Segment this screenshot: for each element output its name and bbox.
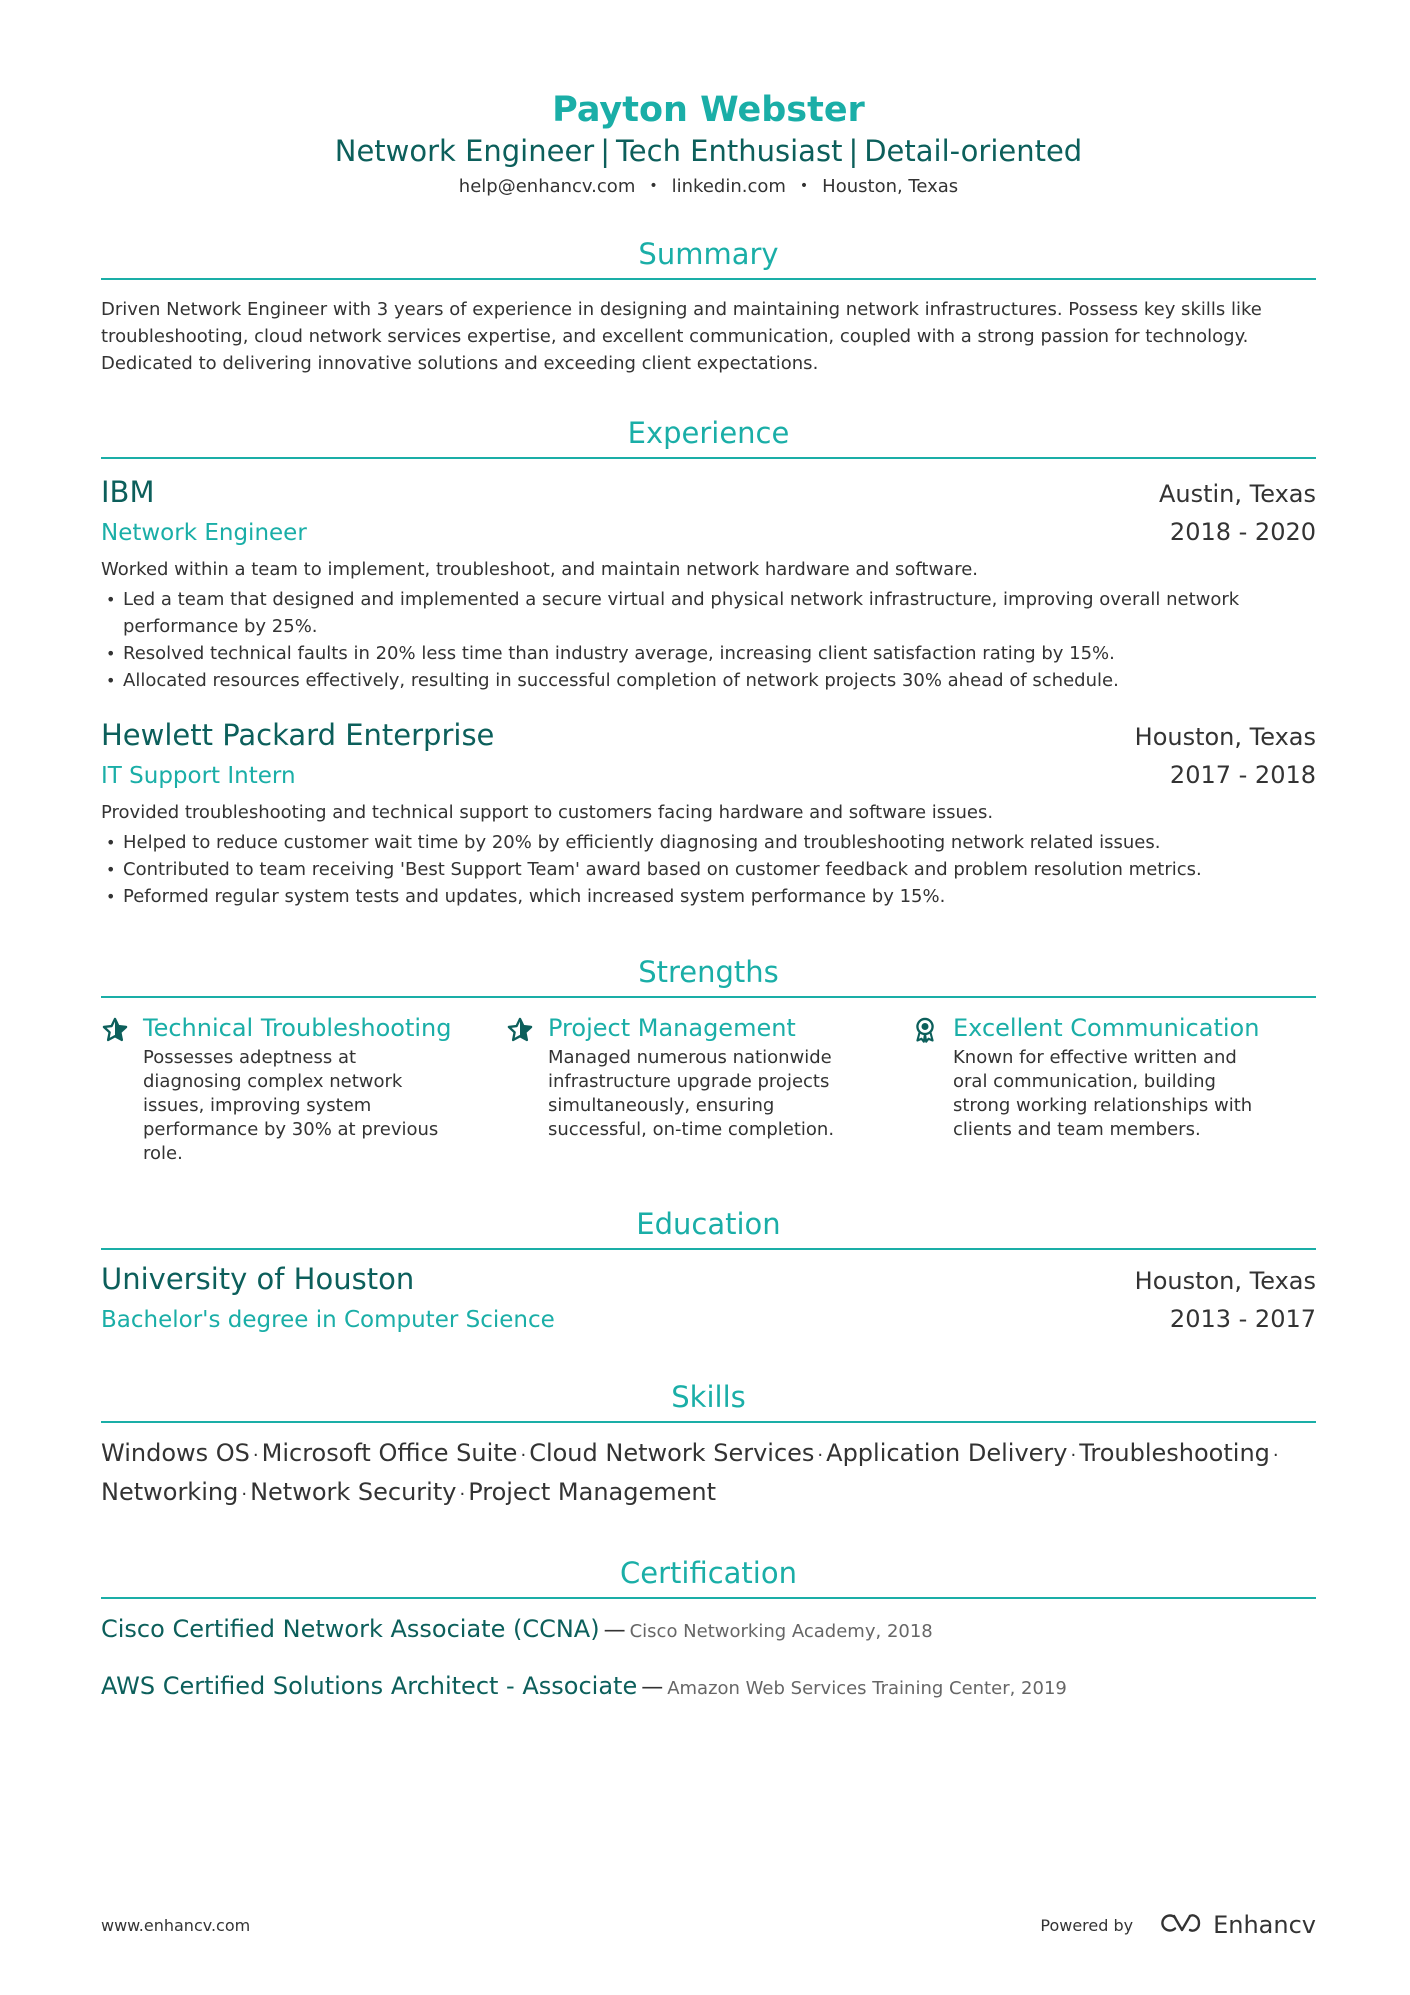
- job-title: IT Support Intern: [101, 763, 296, 789]
- education-section: [101, 1206, 1316, 1339]
- summary-text: Driven Network Engineer with 3 years of experience in designing and maintaining network infrastructures. Possess key skills like troubleshooting, cloud network services expertise, and excellent communication, coupled with a strong passion for technology. Dedicated to delivering innovative solutions and exceeding client expectations.: [101, 299, 1262, 374]
- strength-text: Managed numerous nationwide infrastructure upgrade projects simultaneously, ensuring successful, on-time completion.: [548, 1047, 835, 1140]
- achievement-item: • Contributed to team receiving 'Best Support Team' award based on customer feedback and problem resolution metrics.: [101, 856, 1316, 883]
- strength-body: [143, 1012, 453, 1166]
- certification-org: Amazon Web Services Training Center, 2019: [667, 1678, 1067, 1699]
- brand-name[interactable]: Enhancv: [1213, 1911, 1316, 1939]
- skills-list: [101, 1435, 1316, 1513]
- tagline-item: Detail-oriented: [864, 134, 1083, 168]
- company-name: Hewlett Packard Enterprise: [101, 718, 495, 752]
- company-name: IBM: [101, 475, 155, 509]
- experience-entry: [101, 473, 1316, 694]
- school-name: University of Houston: [101, 1262, 415, 1296]
- skill-separator: ·: [241, 1484, 248, 1505]
- entry-role-row: [101, 756, 1316, 795]
- section-title: Education: [101, 1206, 1316, 1250]
- section-title: Experience: [101, 415, 1316, 459]
- skill-item: Network Security: [250, 1478, 457, 1506]
- resume-header: [101, 0, 1316, 200]
- job-title: Network Engineer: [101, 520, 307, 546]
- powered-by-label: Powered by: [1040, 1915, 1134, 1935]
- certification-dash: —: [603, 1618, 626, 1643]
- strengths-grid: [101, 1012, 1316, 1166]
- strength-item: [506, 1012, 911, 1166]
- skill-separator: ·: [459, 1484, 466, 1505]
- tagline-item: Tech Enthusiast: [616, 134, 843, 168]
- summary-section: [101, 236, 1316, 377]
- tagline-item: Network Engineer: [334, 134, 595, 168]
- footer-website-link[interactable]: www.enhancv.com: [101, 1915, 251, 1935]
- candidate-name: Payton Webster: [552, 90, 865, 130]
- tagline-separator: |: [848, 134, 859, 168]
- entry-header-row: [101, 716, 1316, 756]
- tagline: [101, 131, 1316, 171]
- entry-dates: 2017 - 2018: [1169, 761, 1316, 789]
- achievement-item: • Resolved technical faults in 20% less time than industry average, increasing client satisfaction rating by 15%.: [101, 640, 1316, 667]
- entry-header-row: [101, 473, 1316, 513]
- certification-section: [101, 1555, 1316, 1709]
- entry-dates: 2013 - 2017: [1169, 1305, 1316, 1333]
- skills-section: [101, 1379, 1316, 1513]
- certification-name: AWS Certified Solutions Architect - Associate: [101, 1672, 638, 1700]
- education-entry: [101, 1260, 1316, 1339]
- achievement-item: • Peformed regular system tests and updates, which increased system performance by 15%.: [101, 883, 1316, 910]
- entry-role-row: [101, 1300, 1316, 1339]
- enhancv-logo-icon: [1159, 1911, 1205, 1939]
- section-title: Summary: [101, 236, 1316, 280]
- linkedin-link[interactable]: linkedin.com: [671, 176, 786, 197]
- achievement-item: • Helped to reduce customer wait time by 20% by efficiently diagnosing and troubleshooting network related issues.: [101, 829, 1316, 856]
- section-title: Strengths: [101, 954, 1316, 998]
- skill-separator: ·: [252, 1445, 259, 1466]
- star-icon: [506, 1012, 548, 1166]
- achievement-item: • Allocated resources effectively, resulting in successful completion of network projects 30% ahead of schedule.: [101, 667, 1316, 694]
- entry-location: Houston, Texas: [1134, 1267, 1316, 1295]
- footer-branding: [1040, 1911, 1316, 1939]
- skill-separator: ·: [1272, 1445, 1279, 1466]
- tagline-separator: |: [600, 134, 611, 168]
- strength-title: Project Management: [548, 1014, 796, 1042]
- contact-separator: •: [649, 178, 658, 194]
- skill-item: Windows OS: [101, 1439, 250, 1467]
- skill-item: Microsoft Office Suite: [261, 1439, 518, 1467]
- certification-item: [101, 1609, 1316, 1652]
- skill-separator: ·: [1070, 1445, 1077, 1466]
- resume-page: [101, 0, 1316, 1995]
- certification-dash: —: [641, 1675, 664, 1700]
- experience-entry: [101, 716, 1316, 910]
- award-icon: [911, 1012, 953, 1166]
- strength-item: [101, 1012, 506, 1166]
- contact-separator: •: [799, 178, 809, 194]
- strength-body: [548, 1012, 858, 1166]
- strength-title: Technical Troubleshooting: [143, 1014, 452, 1042]
- achievement-list: [101, 586, 1316, 694]
- skill-separator: ·: [817, 1445, 824, 1466]
- entry-header-row: [101, 1260, 1316, 1300]
- skill-item: Troubleshooting: [1079, 1439, 1270, 1467]
- achievement-item: • Led a team that designed and implemented a secure virtual and physical network infrastructure, improving overall network performance by 25%.: [101, 586, 1316, 640]
- entry-location: Austin, Texas: [1158, 480, 1316, 508]
- strength-item: [911, 1012, 1316, 1166]
- skill-item: Networking: [101, 1478, 239, 1506]
- certification-name: Cisco Certified Network Associate (CCNA): [101, 1615, 600, 1643]
- achievement-list: [101, 829, 1316, 910]
- page-footer: [101, 1905, 1316, 1945]
- skill-item: Cloud Network Services: [529, 1439, 815, 1467]
- degree-name: Bachelor's degree in Computer Science: [101, 1307, 555, 1333]
- section-title: Skills: [101, 1379, 1316, 1423]
- strength-title: Excellent Communication: [953, 1014, 1260, 1042]
- strength-text: Known for effective written and oral communication, building strong working relationships with clients and team members.: [953, 1047, 1253, 1140]
- strength-text: Possesses adeptness at diagnosing complex network issues, improving system performance by 30% at previous role.: [143, 1047, 439, 1164]
- location-text: Houston, Texas: [822, 176, 959, 197]
- job-description: Provided troubleshooting and technical support to customers facing hardware and software issues.: [101, 802, 994, 823]
- certification-org: Cisco Networking Academy, 2018: [629, 1621, 933, 1642]
- star-icon: [101, 1012, 143, 1166]
- skill-separator: ·: [520, 1445, 527, 1466]
- entry-location: Houston, Texas: [1134, 723, 1316, 751]
- job-description: Worked within a team to implement, troubleshoot, and maintain network hardware and software.: [101, 559, 978, 580]
- skill-item: Application Delivery: [826, 1439, 1068, 1467]
- section-title: Certification: [101, 1555, 1316, 1599]
- contact-line: [101, 173, 1316, 200]
- strength-body: [953, 1012, 1263, 1166]
- email-link[interactable]: help@enhancv.com: [458, 176, 636, 197]
- entry-role-row: [101, 513, 1316, 552]
- experience-section: [101, 415, 1316, 910]
- skill-item: Project Management: [468, 1478, 717, 1506]
- strengths-section: [101, 954, 1316, 1166]
- entry-dates: 2018 - 2020: [1169, 518, 1316, 546]
- certification-item: [101, 1666, 1316, 1709]
